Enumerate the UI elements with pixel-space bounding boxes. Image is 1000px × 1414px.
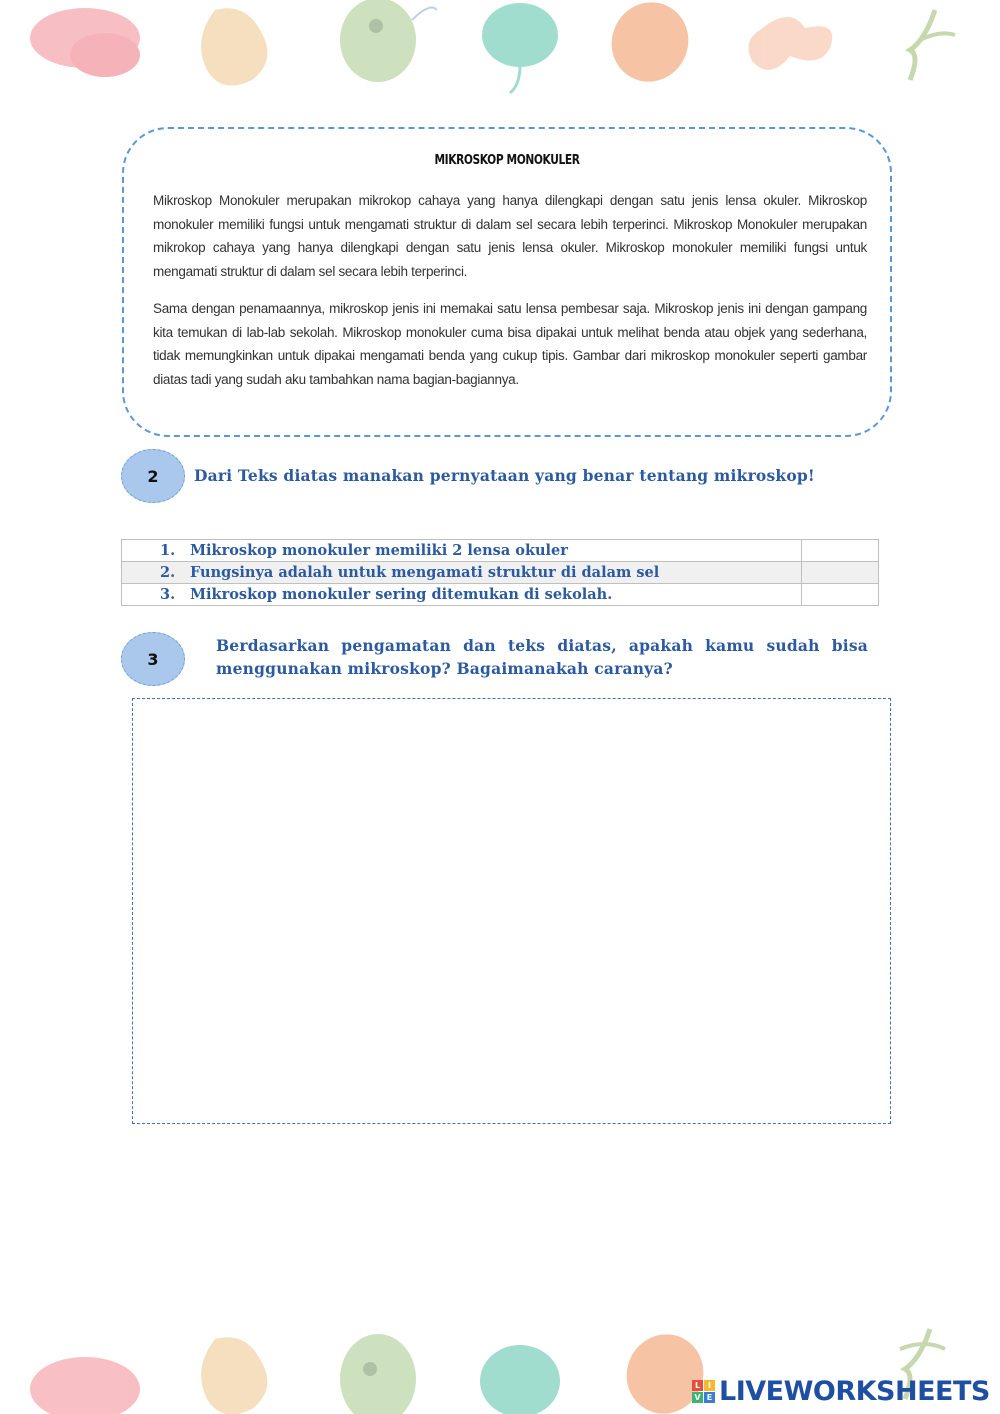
liveworksheets-watermark [692,1376,990,1406]
question-2-text: Dari Teks diatas manakan pernyataan yang benar tentang mikroskop! [194,466,815,485]
logo-letter-i: I [704,1380,715,1391]
option-2-number: 2. [160,564,176,581]
option-2-answer-cell[interactable] [802,562,879,584]
logo-letter-v: V [692,1392,703,1403]
option-1-answer-cell[interactable] [802,540,879,562]
liveworksheets-logo-icon [692,1380,715,1403]
header-decoration [0,0,1000,95]
passage-paragraph-1: Mikroskop Monokuler merupakan mikrokop cahaya yang hanya dilengkapi dengan satu jenis lensa okuler. Mikroskop monokuler memiliki fungsi untuk mengamati struktur di dalam sel secara lebih terperinci. Mikroskop Monokuler merupakan mikrokop cahaya yang hanya dilengkapi dengan satu jenis lensa okuler. Mikroskop monokuler memiliki fungsi untuk mengamati struktur di dalam sel secara lebih terperinci. [153,193,867,279]
option-row-2 [122,562,879,584]
passage-paragraph-2: Sama dengan penamaannya, mikroskop jenis ini memakai satu lensa pembesar saja. Mikroskop jenis ini dengan gampang kita temukan di lab-lab sekolah. Mikroskop monokuler cuma bisa dipakai untuk melihat benda atau objek yang sederhana, tidak memungkinkan untuk dipakai mengamati benda yang cukup tipis. Gambar dari mikroskop monokuler seperti gambar diatas tadi yang sudah aku tambahkan nama bagian-bagiannya. [153,301,867,387]
logo-letter-l: L [692,1380,703,1391]
question-2-options-table [121,539,879,606]
option-row-1 [122,540,879,562]
option-1-text: Mikroskop monokuler memiliki 2 lensa okuler [190,542,568,559]
logo-letter-e: E [704,1392,715,1403]
option-3-text: Mikroskop monokuler sering ditemukan di sekolah. [190,586,613,603]
question-3-answer-box[interactable] [132,698,891,1124]
option-1-number: 1. [160,542,176,559]
question-2-number-badge: 2 [121,449,185,503]
liveworksheets-logo-text: LIVEWORKSHEETS [719,1375,990,1407]
question-3-number-badge: 3 [121,632,185,686]
option-3-answer-cell[interactable] [802,584,879,606]
reading-passage-box [122,127,892,437]
option-row-3 [122,584,879,606]
passage-title: MIKROSKOP MONOKULER [434,153,580,168]
option-3-number: 3. [160,586,176,603]
microorganism-icon [0,0,1000,95]
question-3-text: Berdasarkan pengamatan dan teks diatas, apakah kamu sudah bisa menggunakan mikroskop? Bagaimanakah caranya? [216,636,868,678]
option-2-text: Fungsinya adalah untuk mengamati struktur di dalam sel [190,564,660,581]
